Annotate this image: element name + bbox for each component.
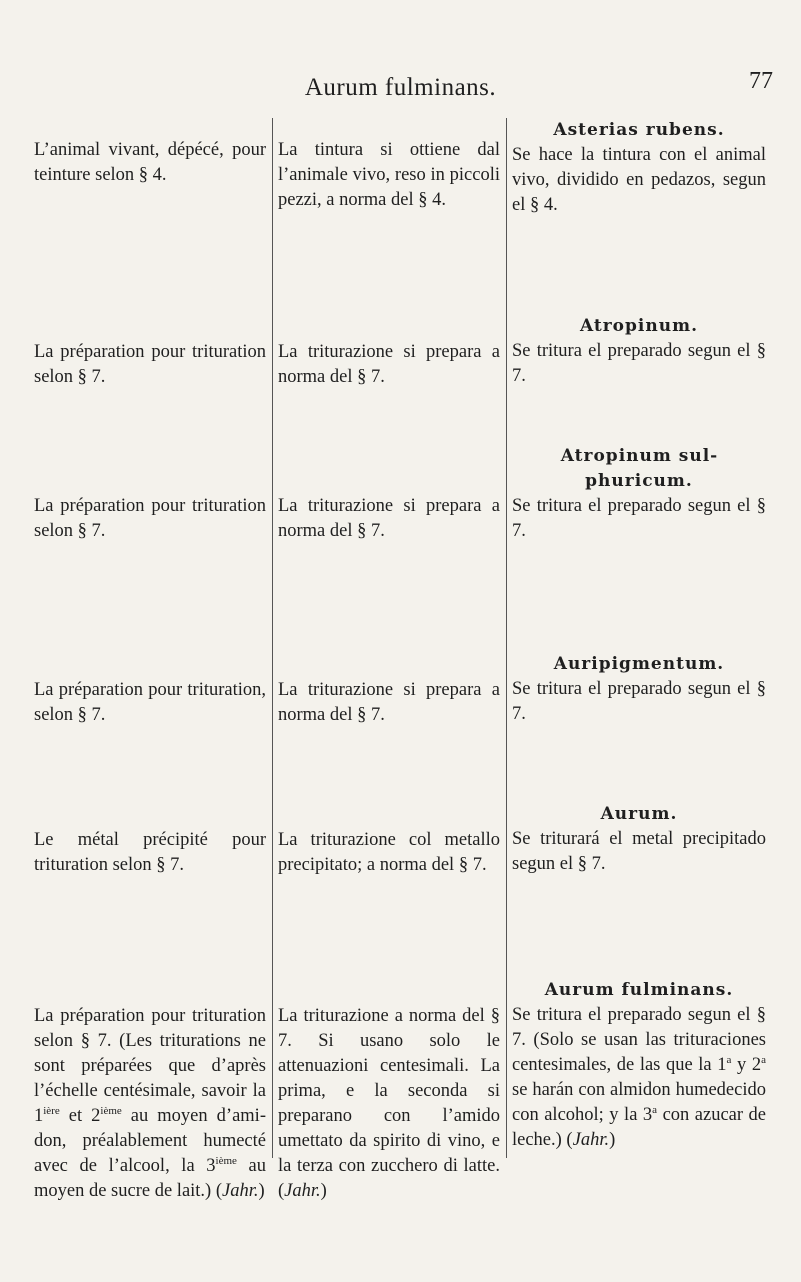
- spanish-heading-aurum: Aurum.: [600, 804, 678, 824]
- french-entry-asterias: L’animal vivant, dépécé, pour teinture selon § 4.: [34, 140, 266, 185]
- italian-entry-aurum: La triturazione col metallo precipitato; a norma del § 7.: [278, 830, 500, 875]
- spanish-entry-auripigmentum: Auripigmentum. Se tritura el preparado segun el § 7.: [512, 654, 766, 724]
- french-entry-auripigmentum: La préparation pour trituration, selon § 7.: [34, 680, 266, 725]
- french-entry-atropinum: La préparation pour trituration selon § 7.: [34, 342, 266, 387]
- spanish-heading-atropinum-sulphuricum: Atropinum sulphuricum.: [560, 446, 718, 491]
- italian-entry-atropinum: La triturazione si prepara a norma del § 7.: [278, 342, 500, 387]
- spanish-aurum-fulminans-text: Se tritura el preparado segun el § 7. (Solo se usan las trituraciones centesimales, de las que la 1$^a$ y 2$^a$ se harán con almidon humedecido con alcohol; y la 3$^a$ con azucar de leche.) (Jahr.): [512, 1005, 766, 1150]
- spanish-entry-asterias: Asterias rubens. Se hace la tintura con el animal vivo, dividido en pedazos, segun el § 4.: [512, 120, 766, 215]
- page-number: 77: [749, 68, 773, 94]
- french-entry-aurum: Le métal précipité pour trituration selon § 7.: [34, 830, 266, 875]
- spanish-heading-auripigmentum: Auripigmentum.: [553, 654, 725, 674]
- french-entry-aurum-fulminans: [34, 1004, 266, 1204]
- french-aurum-fulminans-text: La préparation pour trituration selon § 7. (Les triturations ne sont préparées que d’après l’échelle centésimale, savoir la $1^{ière}$ et 2ième au moyen d’amidon, préalablement humecté avec de l’alcool, la 3ième au moyen de sucre de lait.) (Jahr.): [34, 1006, 266, 1201]
- french-entry-atropinum-sulphuricum: La préparation pour trituration selon § 7.: [34, 496, 266, 541]
- spanish-entry-aurum-fulminans: [512, 978, 766, 1153]
- spanish-entry-aurum: Aurum. Se triturará el metal precipitado segun el § 7.: [512, 804, 766, 874]
- column-rule-left: [272, 118, 273, 1158]
- italian-entry-atropinum-sulphuricum: La triturazione si prepara a norma del § 7.: [278, 496, 500, 541]
- column-rule-right: [506, 118, 507, 1158]
- italian-entry-aurum-fulminans: La triturazione a norma del § 7. Si usano solo le attenuazioni centesimali. La prima, e la seconda si preparano con l’amido umettato da spirito di vino, e la terza con zucchero di latte. (Jahr.): [278, 1006, 500, 1201]
- spanish-heading-asterias: Asterias rubens.: [553, 120, 725, 140]
- running-title: Aurum fulminans.: [304, 74, 497, 101]
- spanish-heading-aurum-fulminans: Aurum fulminans.: [544, 980, 734, 1000]
- page-header: [0, 68, 801, 110]
- spanish-entry-atropinum: Atropinum. Se tritura el preparado segun el § 7.: [512, 316, 766, 386]
- italian-entry-auripigmentum: La triturazione si prepara a norma del § 7.: [278, 680, 500, 725]
- spanish-entry-atropinum-sulphuricum: Atropinum sulphuricum. Se tritura el preparado segun el § 7.: [512, 446, 766, 541]
- italian-entry-asterias: La tintura si ottiene dal l’animale vivo, reso in piccoli pezzi, a norma del § 4.: [278, 140, 500, 210]
- spanish-heading-atropinum: Atropinum.: [579, 316, 698, 336]
